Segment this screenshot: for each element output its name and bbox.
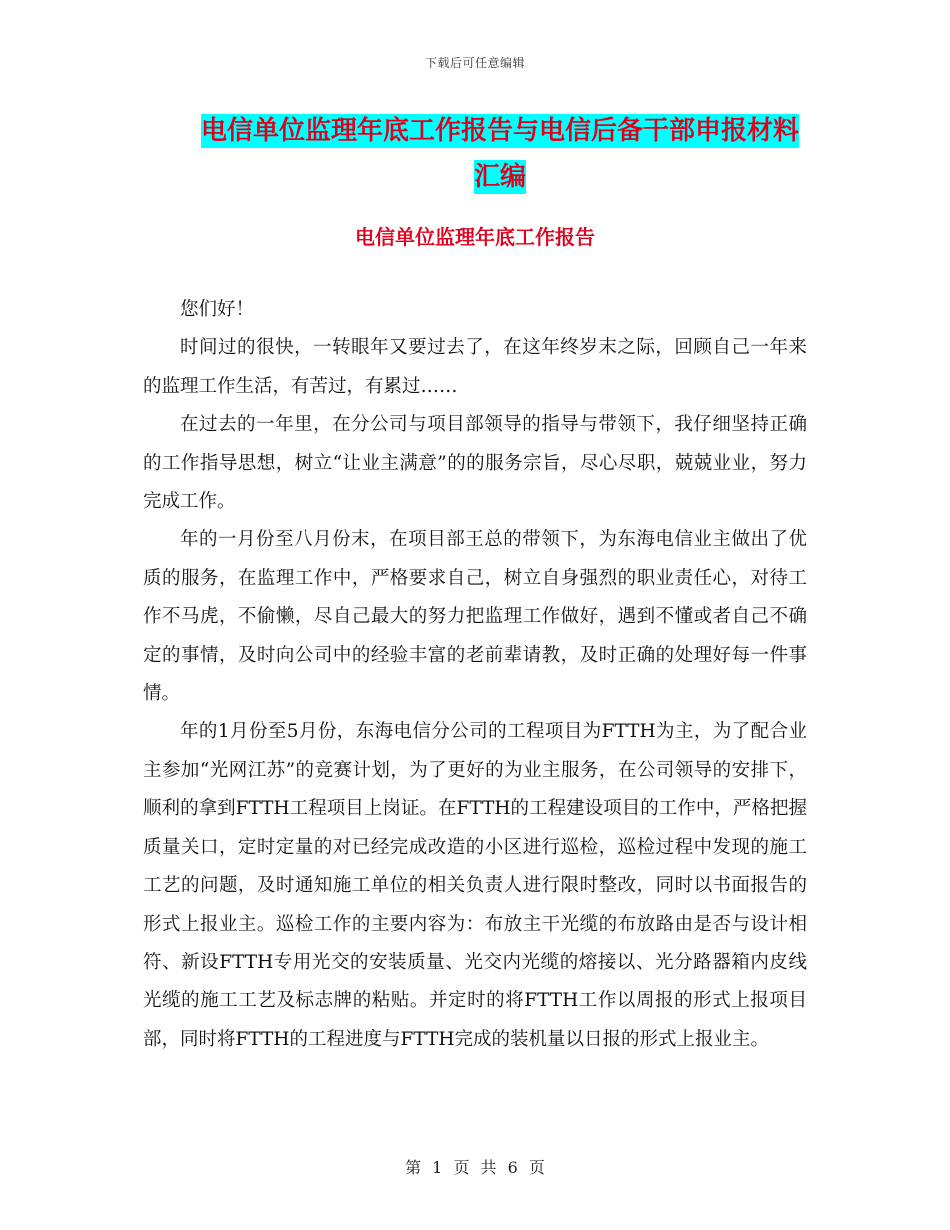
paragraph: 年的1月份至5月份，东海电信分公司的工程项目为FTTH为主，为了配合业主参加“光网江苏”的竞赛计划，为了更好的为业主服务，在公司领导的安排下，顺利的拿到FTTH工程项目上岗证。在FTTH的工程建设项目的工作中，严格把握质量关口，定时定量的对已经完成改造的小区进行巡检，巡检过程中发现的施工工艺的问题，及时通知施工单位的相关负责人进行限时整改，同时以书面报告的形式上报业主。巡检工作的主要内容为：布放主干光缆的布放路由是否与设计相符、新设FTTH专用光交的安装质量、光交内光缆的熔接以、光分路器箱内皮线光缆的施工工艺及标志牌的粘贴。并定时的将FTTH工作以周报的形式上报项目部，同时将FTTH的工程进度与FTTH完成的装机量以日报的形式上报业主。 [143, 721, 807, 1050]
paragraph-greeting: 您们好！ [180, 299, 255, 320]
paragraph: 时间过的很快，一转眼年又要过去了，在这年终岁末之际，回顾自己一年来的监理工作生活，有苦过，有累过…… [143, 337, 807, 397]
paragraph: 年的一月份至八月份末，在项目部王总的带领下，为东海电信业主做出了优质的服务，在监理工作中，严格要求自己，树立自身强烈的职业责任心，对待工作不马虎，不偷懒，尽自己最大的努力把监理工作做好，遇到不懂或者自己不确定的事情，及时向公司中的经验丰富的老前辈请教，及时正确的处理好每一件事情。 [143, 529, 807, 705]
document-title-line2: 汇编 [473, 162, 526, 192]
body-text [143, 291, 807, 1059]
page-number-footer: 第 1 页 共 6 页 [405, 1158, 545, 1177]
document-title-line1: 电信单位监理年底工作报告与电信后备干部申报材料 [200, 116, 799, 146]
document-title [150, 108, 850, 200]
header-note: 下载后可任意编辑 [424, 56, 525, 70]
section-title: 电信单位监理年底工作报告 [355, 225, 595, 249]
paragraph: 在过去的一年里，在分公司与项目部领导的指导与带领下，我仔细坚持正确的工作指导思想，树立“让业主满意”的的服务宗旨，尽心尽职，兢兢业业，努力完成工作。 [143, 414, 807, 513]
